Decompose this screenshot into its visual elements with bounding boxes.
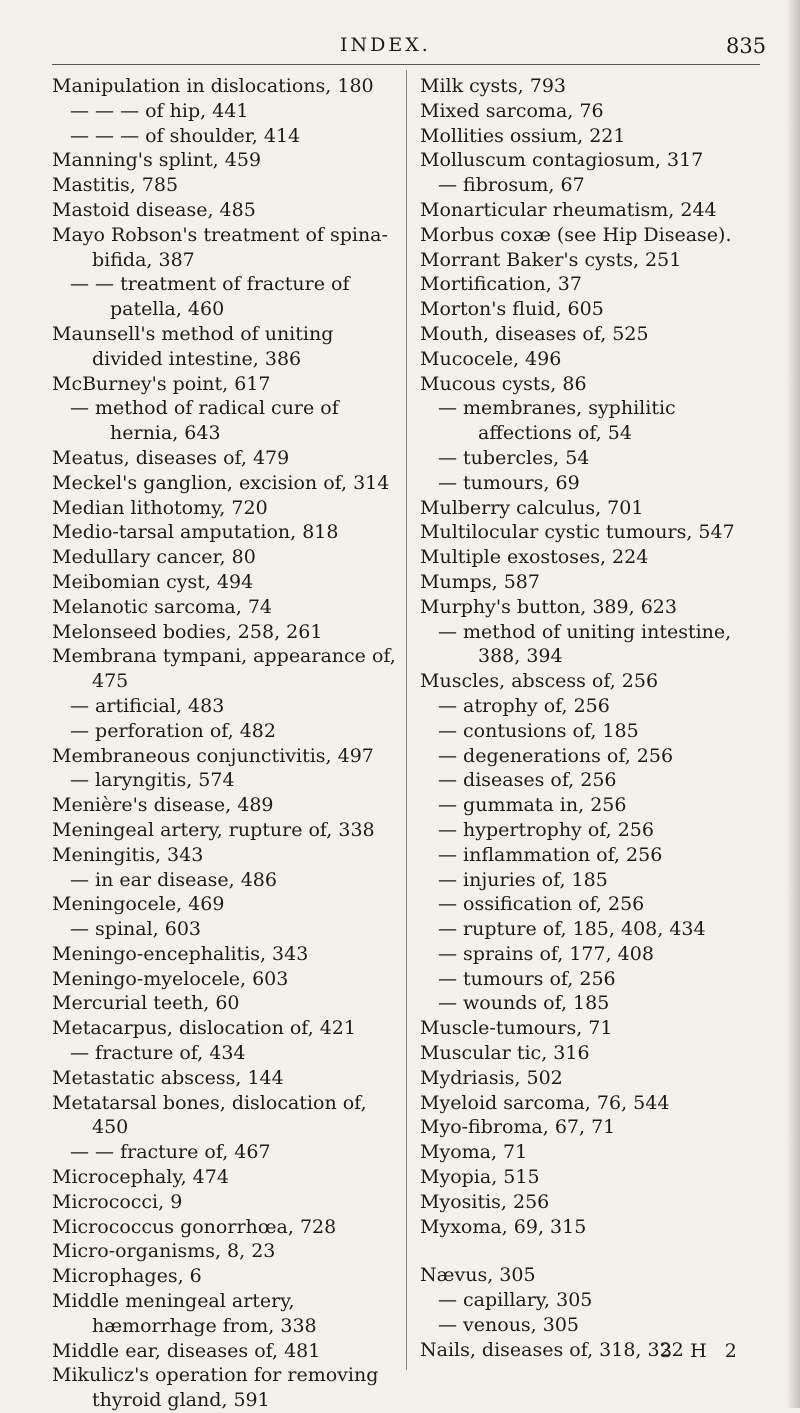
index-column-right [420,74,760,1363]
index-entry: Meckel's ganglion, excision of, 314 [52,471,390,494]
index-entry: — spinal, 603 [70,918,202,941]
index-entry: Meningo-encephalitis, 343 [52,942,309,965]
signature-mark: 3 H 2 [660,1340,743,1362]
index-entry: Mayo Robson's treatment of spina-bifida, 387 [52,223,388,271]
index-entry: Maunsell's method of uniting divided intestine, 386 [52,322,334,370]
index-entry: — fracture of, 434 [70,1042,246,1065]
index-entry: Monarticular rheumatism, 244 [420,198,717,221]
index-entry: Meningeal artery, rupture of, 338 [52,818,375,841]
page-spine-shadow [786,0,800,1408]
index-entry: Myositis, 256 [420,1190,550,1213]
index-entry: Menière's disease, 489 [52,794,274,817]
index-entry: — tubercles, 54 [438,446,590,469]
index-entry: Melonseed bodies, 258, 261 [52,620,323,643]
index-entry: Middle ear, diseases of, 481 [52,1339,321,1362]
index-entry: Meningitis, 343 [52,843,204,866]
index-entry: Milk cysts, 793 [420,75,567,97]
index-entry: Mixed sarcoma, 76 [420,99,604,122]
index-entry: — — treatment of fracture of patella, 460 [70,273,350,321]
index-entry: Micrococcus gonorrhœa, 728 [52,1215,337,1238]
index-entry: Medullary cancer, 80 [52,546,256,569]
index-entry: — method of uniting intestine, 388, 394 [438,620,732,668]
index-entry: Muscular tic, 316 [420,1042,590,1065]
index-entry: — method of radical cure of hernia, 643 [70,397,339,445]
index-entry: Membraneous conjunctivitis, 497 [52,744,374,767]
index-entry: — tumours, 69 [438,471,580,494]
index-entry: Meningocele, 469 [52,893,225,916]
index-entry: Mastoid disease, 485 [52,198,256,221]
index-entry: — — fracture of, 467 [70,1141,271,1164]
index-entry: Muscles, abscess of, 256 [420,670,659,693]
index-entry: Nails, diseases of, 318, 322 [420,1338,684,1361]
index-entry: — gummata in, 256 [438,794,627,817]
index-entry: Mumps, 587 [420,570,540,593]
index-entry: — artificial, 483 [70,694,225,717]
index-entry: Mollities ossium, 221 [420,124,626,147]
column-divider [406,70,407,1370]
index-entry: — rupture of, 185, 408, 434 [438,918,706,941]
index-entry: Morbus coxæ (see Hip Disease). [420,223,732,246]
index-entry: — diseases of, 256 [438,769,617,792]
index-entry: Myoma, 71 [420,1141,528,1164]
index-entry: Meatus, diseases of, 479 [52,446,290,469]
index-entry: — atrophy of, 256 [438,694,610,717]
index-entry: Manning's splint, 459 [52,149,262,172]
index-entry: Multiple exostoses, 224 [420,546,649,569]
index-entry: Myeloid sarcoma, 76, 544 [420,1091,670,1114]
index-entry: — inflammation of, 256 [438,843,663,866]
index-entry: Medio-tarsal amputation, 818 [52,521,339,544]
header-rule [52,64,760,65]
index-entry: Morrant Baker's cysts, 251 [420,248,682,271]
index-entry: — laryngitis, 574 [70,769,235,792]
index-entry: Muscle-tumours, 71 [420,1017,613,1040]
index-entry: — ossification of, 256 [438,893,645,916]
index-entry: Nævus, 305 [420,1264,536,1287]
index-entry: Morton's fluid, 605 [420,298,604,321]
index-entry: Micro-organisms, 8, 23 [52,1240,276,1263]
index-entry: Middle meningeal artery, hæmorrhage from, 338 [52,1290,317,1337]
index-entry: — in ear disease, 486 [70,868,277,891]
index-entry: Myxoma, 69, 315 [420,1215,587,1238]
index-entry: — hypertrophy of, 256 [438,818,654,841]
index-entry: Murphy's button, 389, 623 [420,595,677,618]
index-entry: McBurney's point, 617 [52,372,271,395]
index-entry: — tumours of, 256 [438,967,616,990]
index-entry: — venous, 305 [438,1314,580,1337]
index-entry: Microcephaly, 474 [52,1166,229,1189]
index-entry: Multilocular cystic tumours, 547 [420,521,735,544]
page-header [0,34,800,64]
index-entry: Meningo-myelocele, 603 [52,967,289,990]
index-entry: — — — of hip, 441 [70,99,249,122]
index-entry: — contusions of, 185 [438,719,639,742]
index-entry: Mucous cysts, 86 [420,372,587,395]
index-entry: — perforation of, 482 [70,719,276,742]
index-entry: Mikulicz's operation for removing thyroid gland, 591 [52,1364,379,1412]
index-entry: — sprains of, 177, 408 [438,942,654,965]
index-entry: — capillary, 305 [438,1289,593,1312]
index-entry: Mercurial teeth, 60 [52,992,240,1015]
index-entry: — wounds of, 185 [438,992,610,1015]
index-entry: — injuries of, 185 [438,868,608,891]
index-entry: Myopia, 515 [420,1166,540,1189]
index-entry: Mydriasis, 502 [420,1066,563,1089]
index-entry: Metacarpus, dislocation of, 421 [52,1017,356,1040]
index-entry: Myo-fibroma, 67, 71 [420,1116,616,1139]
index-entry: Molluscum contagiosum, 317 [420,149,704,172]
index-entry: Melanotic sarcoma, 74 [52,595,273,618]
page-number: 835 [726,34,767,58]
index-entry: Membrana tympani, appearance of, 475 [52,645,396,693]
index-entry: Mouth, diseases of, 525 [420,322,649,345]
index-entry: Median lithotomy, 720 [52,496,268,519]
index-entry: — membranes, syphilitic affections of, 54 [438,397,676,445]
index-entry: — fibrosum, 67 [438,174,585,197]
index-entry: — degenerations of, 256 [438,744,674,767]
index-entry: Mucocele, 496 [420,347,562,370]
index-entry: Mastitis, 785 [52,174,179,197]
index-entry: Manipulation in dislocations, 180 [52,75,374,97]
index-entry: Mulberry calculus, 701 [420,496,644,519]
index-entry: Metatarsal bones, dislocation of, 450 [52,1091,367,1139]
page-title: INDEX. [340,34,431,56]
index-entry: Metastatic abscess, 144 [52,1066,284,1089]
index-entry: Mortification, 37 [420,273,582,296]
index-entry: Micrococci, 9 [52,1190,183,1213]
index-column-left [52,74,398,1413]
index-entry: — — — of shoulder, 414 [70,124,301,147]
index-entry: Microphages, 6 [52,1265,202,1288]
index-entry: Meibomian cyst, 494 [52,570,254,593]
